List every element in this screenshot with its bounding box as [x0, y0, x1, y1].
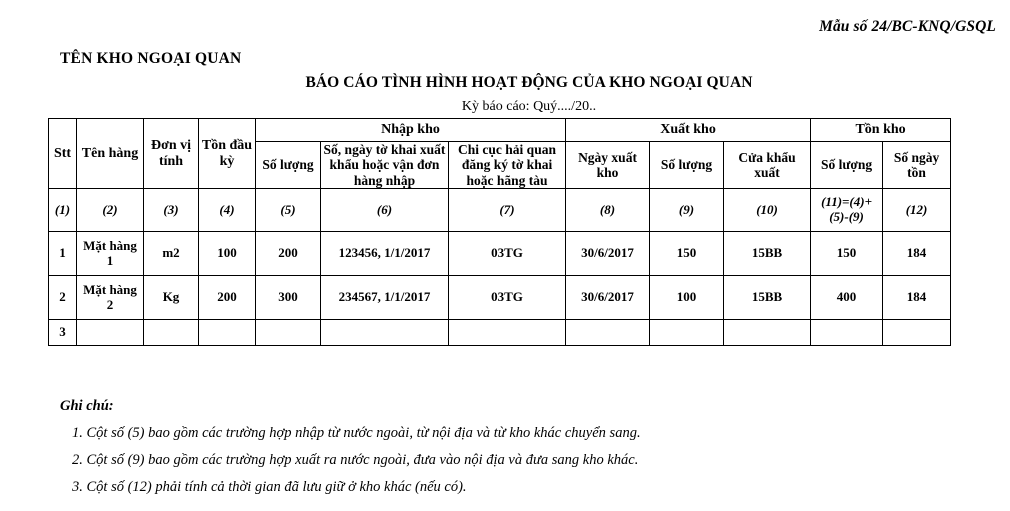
cell-import-quantity — [256, 320, 321, 346]
column-ref: (5) — [256, 189, 321, 232]
note-item: 2. Cột số (9) bao gồm các trường hợp xuất ra nước ngoài, đưa vào nội địa và đưa sang kho khác. — [72, 452, 639, 468]
page-title: BÁO CÁO TÌNH HÌNH HOẠT ĐỘNG CỦA KHO NGOẠI QUAN — [305, 74, 753, 91]
column-header-export-quantity: Số lượng — [650, 142, 724, 189]
column-ref: (7) — [449, 189, 566, 232]
cell-import-declaration: 123456, 1/1/2017 — [321, 232, 449, 276]
column-header-goods-name: Tên hàng — [77, 119, 144, 189]
column-header-unit: Đơn vị tính — [144, 119, 199, 189]
column-ref: (3) — [144, 189, 199, 232]
cell-unit: m2 — [144, 232, 199, 276]
form-code: Mẫu số 24/BC-KNQ/GSQL — [819, 18, 996, 35]
cell-opening-stock: 200 — [199, 276, 256, 320]
column-ref: (12) — [883, 189, 951, 232]
cell-import-customs: 03TG — [449, 232, 566, 276]
column-ref: (10) — [724, 189, 811, 232]
cell-stock-days: 184 — [883, 276, 951, 320]
notes-section — [60, 398, 960, 506]
cell-export-gate: 15BB — [724, 232, 811, 276]
cell-export-date: 30/6/2017 — [566, 276, 650, 320]
table-row — [49, 320, 951, 346]
cell-stock-days — [883, 320, 951, 346]
cell-stock-quantity: 400 — [811, 276, 883, 320]
note-item: 1. Cột số (5) bao gồm các trường hợp nhập từ nước ngoài, từ nội địa và từ kho khác chuyển sang. — [72, 425, 641, 441]
cell-stock-quantity: 150 — [811, 232, 883, 276]
cell-goods-name — [77, 320, 144, 346]
column-ref: (9) — [650, 189, 724, 232]
note-item: 3. Cột số (12) phải tính cả thời gian đã lưu giữ ở kho khác (nếu có). — [72, 479, 467, 495]
column-header-stt: Stt — [49, 119, 77, 189]
group-header-export: Xuất kho — [566, 119, 811, 142]
group-header-import: Nhập kho — [256, 119, 566, 142]
column-ref: (4) — [199, 189, 256, 232]
table-head — [49, 119, 951, 189]
cell-stt: 3 — [49, 320, 77, 346]
report-period: Kỳ báo cáo: Quý..../20.. — [461, 99, 597, 114]
cell-goods-name: Mặt hàng 2 — [77, 276, 144, 320]
header-group-row — [49, 119, 951, 142]
cell-stt: 1 — [49, 232, 77, 276]
group-header-stock: Tồn kho — [811, 119, 951, 142]
cell-export-quantity: 150 — [650, 232, 724, 276]
cell-export-date: 30/6/2017 — [566, 232, 650, 276]
column-ref: (11)=(4)+(5)-(9) — [811, 189, 883, 232]
cell-import-declaration: 234567, 1/1/2017 — [321, 276, 449, 320]
cell-unit — [144, 320, 199, 346]
table-row — [49, 232, 951, 276]
cell-unit: Kg — [144, 276, 199, 320]
cell-stock-days: 184 — [883, 232, 951, 276]
table-body — [49, 189, 951, 346]
cell-opening-stock — [199, 320, 256, 346]
cell-export-gate: 15BB — [724, 276, 811, 320]
column-reference-row — [49, 189, 951, 232]
column-header-stock-days: Số ngày tồn — [883, 142, 951, 189]
cell-stock-quantity — [811, 320, 883, 346]
cell-import-declaration — [321, 320, 449, 346]
cell-export-gate — [724, 320, 811, 346]
column-header-export-gate: Cửa khẩu xuất — [724, 142, 811, 189]
cell-import-quantity: 200 — [256, 232, 321, 276]
cell-goods-name: Mặt hàng 1 — [77, 232, 144, 276]
cell-export-quantity — [650, 320, 724, 346]
warehouse-name-label: TÊN KHO NGOẠI QUAN — [60, 50, 242, 67]
column-ref: (6) — [321, 189, 449, 232]
column-ref: (1) — [49, 189, 77, 232]
column-ref: (8) — [566, 189, 650, 232]
column-ref: (2) — [77, 189, 144, 232]
cell-stt: 2 — [49, 276, 77, 320]
column-header-export-date: Ngày xuất kho — [566, 142, 650, 189]
cell-export-quantity: 100 — [650, 276, 724, 320]
column-header-import-customs: Chi cục hải quan đăng ký tờ khai hoặc hãng tàu — [449, 142, 566, 189]
cell-opening-stock: 100 — [199, 232, 256, 276]
column-header-stock-quantity: Số lượng — [811, 142, 883, 189]
column-header-import-quantity: Số lượng — [256, 142, 321, 189]
column-header-import-declaration: Số, ngày tờ khai xuất khẩu hoặc vận đơn hàng nhập — [321, 142, 449, 189]
warehouse-activity-table — [48, 118, 951, 346]
notes-title: Ghi chú: — [60, 398, 114, 414]
column-header-opening-stock: Tồn đầu kỳ — [199, 119, 256, 189]
cell-import-customs — [449, 320, 566, 346]
cell-import-quantity: 300 — [256, 276, 321, 320]
cell-import-customs: 03TG — [449, 276, 566, 320]
cell-export-date — [566, 320, 650, 346]
table-row — [49, 276, 951, 320]
